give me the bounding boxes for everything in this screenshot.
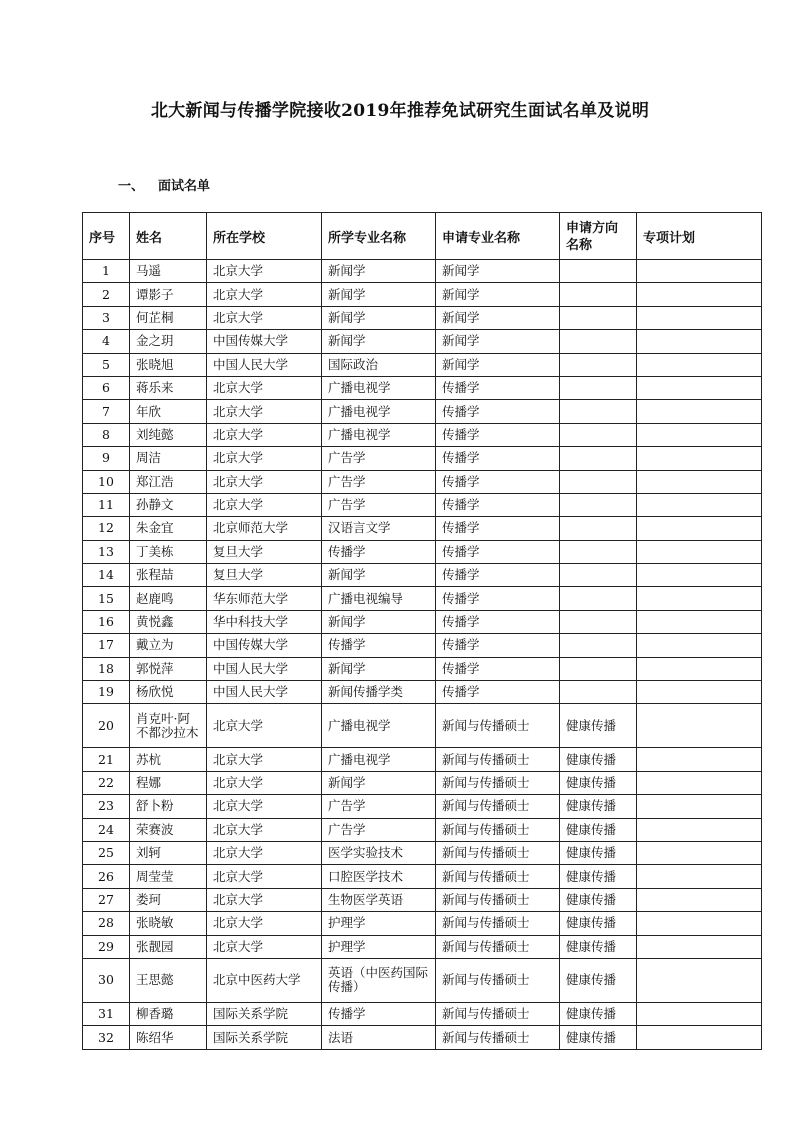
- cell-name: 朱金宜: [130, 517, 207, 540]
- cell-special-plan: [637, 795, 762, 818]
- cell-name: 杨欣悦: [130, 681, 207, 704]
- cell-seq: 21: [83, 748, 130, 771]
- table-row: [83, 818, 762, 841]
- cell-applied-major: 新闻与传播硕士: [436, 704, 560, 748]
- cell-applied-major: 新闻与传播硕士: [436, 935, 560, 958]
- cell-school: 复旦大学: [207, 540, 322, 563]
- cell-major: 法语: [322, 1026, 436, 1049]
- table-row: [83, 634, 762, 657]
- cell-applied-major: 新闻与传播硕士: [436, 888, 560, 911]
- cell-special-plan: [637, 330, 762, 353]
- cell-direction: [560, 376, 637, 399]
- cell-applied-major: 新闻与传播硕士: [436, 865, 560, 888]
- cell-seq: 24: [83, 818, 130, 841]
- cell-school: 北京大学: [207, 748, 322, 771]
- cell-applied-major: 传播学: [436, 447, 560, 470]
- cell-special-plan: [637, 634, 762, 657]
- cell-seq: 14: [83, 564, 130, 587]
- table-row: [83, 912, 762, 935]
- cell-major: 新闻学: [322, 771, 436, 794]
- cell-school: 北京大学: [207, 423, 322, 446]
- table-row: [83, 353, 762, 376]
- table-row: [83, 447, 762, 470]
- cell-school: 中国传媒大学: [207, 634, 322, 657]
- cell-special-plan: [637, 376, 762, 399]
- cell-seq: 13: [83, 540, 130, 563]
- cell-major: 国际政治: [322, 353, 436, 376]
- cell-school: 中国人民大学: [207, 353, 322, 376]
- table-row: [83, 681, 762, 704]
- cell-name: 谭影子: [130, 283, 207, 306]
- cell-applied-major: 新闻学: [436, 353, 560, 376]
- cell-seq: 23: [83, 795, 130, 818]
- cell-school: 华中科技大学: [207, 610, 322, 633]
- cell-name: 戴立为: [130, 634, 207, 657]
- table-row: [83, 330, 762, 353]
- cell-major: 广播电视学: [322, 748, 436, 771]
- cell-major: 新闻学: [322, 306, 436, 329]
- cell-applied-major: 新闻与传播硕士: [436, 1002, 560, 1025]
- cell-school: 北京大学: [207, 400, 322, 423]
- cell-special-plan: [637, 657, 762, 680]
- table-row: [83, 470, 762, 493]
- cell-seq: 32: [83, 1026, 130, 1049]
- cell-applied-major: 传播学: [436, 657, 560, 680]
- cell-major: 广告学: [322, 447, 436, 470]
- cell-name: 张晓旭: [130, 353, 207, 376]
- cell-applied-major: 传播学: [436, 634, 560, 657]
- cell-direction: [560, 306, 637, 329]
- cell-seq: 12: [83, 517, 130, 540]
- cell-special-plan: [637, 865, 762, 888]
- cell-name: 苏杭: [130, 748, 207, 771]
- cell-direction: 健康传播: [560, 912, 637, 935]
- cell-name: 蒋乐来: [130, 376, 207, 399]
- cell-seq: 8: [83, 423, 130, 446]
- cell-name: 张晓敏: [130, 912, 207, 935]
- cell-seq: 17: [83, 634, 130, 657]
- cell-seq: 5: [83, 353, 130, 376]
- cell-applied-major: 传播学: [436, 681, 560, 704]
- cell-school: 国际关系学院: [207, 1026, 322, 1049]
- cell-name: 孙静文: [130, 493, 207, 516]
- cell-special-plan: [637, 681, 762, 704]
- cell-special-plan: [637, 540, 762, 563]
- section-heading: [118, 175, 210, 194]
- cell-seq: 16: [83, 610, 130, 633]
- interview-list-table: [82, 212, 762, 1050]
- cell-major: 护理学: [322, 912, 436, 935]
- cell-applied-major: 新闻与传播硕士: [436, 958, 560, 1002]
- cell-school: 北京大学: [207, 470, 322, 493]
- cell-special-plan: [637, 748, 762, 771]
- cell-special-plan: [637, 1026, 762, 1049]
- cell-school: 国际关系学院: [207, 1002, 322, 1025]
- cell-applied-major: 传播学: [436, 517, 560, 540]
- header-applied-major: 申请专业名称: [436, 213, 560, 260]
- cell-major: 口腔医学技术: [322, 865, 436, 888]
- cell-direction: [560, 330, 637, 353]
- cell-school: 北京大学: [207, 704, 322, 748]
- cell-special-plan: [637, 841, 762, 864]
- cell-school: 北京大学: [207, 912, 322, 935]
- cell-direction: 健康传播: [560, 888, 637, 911]
- cell-special-plan: [637, 564, 762, 587]
- cell-major: 传播学: [322, 540, 436, 563]
- cell-applied-major: 新闻与传播硕士: [436, 795, 560, 818]
- cell-special-plan: [637, 353, 762, 376]
- cell-name: 丁美栋: [130, 540, 207, 563]
- table-row: [83, 1002, 762, 1025]
- cell-school: 中国人民大学: [207, 681, 322, 704]
- cell-seq: 19: [83, 681, 130, 704]
- table-row: [83, 564, 762, 587]
- table-row: [83, 260, 762, 283]
- cell-direction: [560, 260, 637, 283]
- cell-major: 新闻学: [322, 564, 436, 587]
- cell-school: 北京大学: [207, 865, 322, 888]
- cell-name: 陈绍华: [130, 1026, 207, 1049]
- cell-name: 周洁: [130, 447, 207, 470]
- page-title: 北大新闻与传播学院接收2019年推荐免试研究生面试名单及说明: [150, 101, 650, 121]
- table-row: [83, 935, 762, 958]
- cell-major: 广告学: [322, 470, 436, 493]
- cell-major: 新闻学: [322, 610, 436, 633]
- cell-school: 华东师范大学: [207, 587, 322, 610]
- cell-school: 中国人民大学: [207, 657, 322, 680]
- table-row: [83, 540, 762, 563]
- cell-applied-major: 传播学: [436, 470, 560, 493]
- cell-applied-major: 新闻与传播硕士: [436, 771, 560, 794]
- table-row: [83, 400, 762, 423]
- cell-major: 广播电视学: [322, 423, 436, 446]
- cell-seq: 9: [83, 447, 130, 470]
- cell-seq: 27: [83, 888, 130, 911]
- cell-school: 北京大学: [207, 818, 322, 841]
- cell-name: 娄珂: [130, 888, 207, 911]
- table-row: [83, 587, 762, 610]
- cell-name: 张程喆: [130, 564, 207, 587]
- cell-major: 广播电视学: [322, 376, 436, 399]
- cell-special-plan: [637, 447, 762, 470]
- cell-major: 新闻学: [322, 330, 436, 353]
- cell-major: 广告学: [322, 818, 436, 841]
- cell-applied-major: 新闻学: [436, 306, 560, 329]
- cell-special-plan: [637, 587, 762, 610]
- cell-direction: [560, 423, 637, 446]
- header-name: 姓名: [130, 213, 207, 260]
- cell-name: 程娜: [130, 771, 207, 794]
- cell-applied-major: 新闻学: [436, 330, 560, 353]
- cell-seq: 1: [83, 260, 130, 283]
- cell-direction: [560, 283, 637, 306]
- cell-special-plan: [637, 818, 762, 841]
- cell-direction: [560, 681, 637, 704]
- table-row: [83, 795, 762, 818]
- cell-school: 北京大学: [207, 795, 322, 818]
- cell-major: 新闻学: [322, 657, 436, 680]
- header-major: 所学专业名称: [322, 213, 436, 260]
- table-row: [83, 865, 762, 888]
- cell-special-plan: [637, 958, 762, 1002]
- cell-name: 柳香璐: [130, 1002, 207, 1025]
- table-row: [83, 841, 762, 864]
- cell-direction: 健康传播: [560, 841, 637, 864]
- cell-applied-major: 传播学: [436, 423, 560, 446]
- cell-major: 广告学: [322, 493, 436, 516]
- cell-direction: 健康传播: [560, 958, 637, 1002]
- cell-school: 北京大学: [207, 493, 322, 516]
- cell-direction: [560, 540, 637, 563]
- table-body: [83, 260, 762, 1050]
- cell-major: 英语（中医药国际传播）: [322, 958, 436, 1002]
- cell-special-plan: [637, 306, 762, 329]
- cell-special-plan: [637, 888, 762, 911]
- cell-direction: [560, 353, 637, 376]
- table-row: [83, 493, 762, 516]
- cell-name: 肖克叶·阿不都沙拉木: [130, 704, 207, 748]
- cell-direction: 健康传播: [560, 1026, 637, 1049]
- cell-seq: 25: [83, 841, 130, 864]
- cell-name: 金之玥: [130, 330, 207, 353]
- cell-name: 赵鹿鸣: [130, 587, 207, 610]
- cell-seq: 20: [83, 704, 130, 748]
- cell-direction: 健康传播: [560, 771, 637, 794]
- cell-seq: 4: [83, 330, 130, 353]
- table-header-row: [83, 213, 762, 260]
- cell-special-plan: [637, 423, 762, 446]
- cell-major: 传播学: [322, 1002, 436, 1025]
- cell-name: 年欣: [130, 400, 207, 423]
- cell-seq: 28: [83, 912, 130, 935]
- table-row: [83, 610, 762, 633]
- cell-major: 广播电视学: [322, 400, 436, 423]
- cell-seq: 6: [83, 376, 130, 399]
- cell-name: 舒卜粉: [130, 795, 207, 818]
- cell-direction: 健康传播: [560, 935, 637, 958]
- cell-applied-major: 传播学: [436, 587, 560, 610]
- header-seq: 序号: [83, 213, 130, 260]
- cell-name: 刘轲: [130, 841, 207, 864]
- cell-direction: [560, 610, 637, 633]
- cell-direction: [560, 587, 637, 610]
- cell-name: 黄悦鑫: [130, 610, 207, 633]
- cell-major: 新闻学: [322, 283, 436, 306]
- cell-school: 中国传媒大学: [207, 330, 322, 353]
- table-row: [83, 376, 762, 399]
- cell-name: 郑江浩: [130, 470, 207, 493]
- table-row: [83, 306, 762, 329]
- cell-school: 北京中医药大学: [207, 958, 322, 1002]
- cell-school: 北京大学: [207, 376, 322, 399]
- cell-applied-major: 新闻与传播硕士: [436, 748, 560, 771]
- cell-applied-major: 传播学: [436, 610, 560, 633]
- cell-seq: 26: [83, 865, 130, 888]
- cell-applied-major: 新闻与传播硕士: [436, 912, 560, 935]
- cell-major: 医学实验技术: [322, 841, 436, 864]
- cell-name: 王思懿: [130, 958, 207, 1002]
- cell-special-plan: [637, 283, 762, 306]
- cell-school: 北京大学: [207, 283, 322, 306]
- cell-special-plan: [637, 771, 762, 794]
- cell-seq: 10: [83, 470, 130, 493]
- cell-school: 北京大学: [207, 447, 322, 470]
- cell-direction: [560, 400, 637, 423]
- cell-name: 马遥: [130, 260, 207, 283]
- cell-seq: 29: [83, 935, 130, 958]
- cell-direction: [560, 493, 637, 516]
- cell-seq: 31: [83, 1002, 130, 1025]
- cell-school: 北京大学: [207, 841, 322, 864]
- table-row: [83, 704, 762, 748]
- cell-school: 复旦大学: [207, 564, 322, 587]
- cell-direction: 健康传播: [560, 795, 637, 818]
- cell-applied-major: 传播学: [436, 493, 560, 516]
- cell-name: 刘纯懿: [130, 423, 207, 446]
- cell-name: 何芷桐: [130, 306, 207, 329]
- header-direction: 申请方向名称: [560, 213, 637, 260]
- table-row: [83, 657, 762, 680]
- cell-name: 郭悦萍: [130, 657, 207, 680]
- cell-applied-major: 传播学: [436, 564, 560, 587]
- cell-name: 张靓园: [130, 935, 207, 958]
- cell-seq: 3: [83, 306, 130, 329]
- cell-special-plan: [637, 400, 762, 423]
- cell-direction: [560, 564, 637, 587]
- cell-special-plan: [637, 704, 762, 748]
- cell-major: 广告学: [322, 795, 436, 818]
- cell-school: 北京大学: [207, 306, 322, 329]
- cell-applied-major: 传播学: [436, 540, 560, 563]
- cell-applied-major: 传播学: [436, 400, 560, 423]
- table-row: [83, 423, 762, 446]
- cell-seq: 7: [83, 400, 130, 423]
- cell-seq: 30: [83, 958, 130, 1002]
- cell-seq: 11: [83, 493, 130, 516]
- table-row: [83, 1026, 762, 1049]
- cell-direction: [560, 634, 637, 657]
- cell-direction: [560, 657, 637, 680]
- cell-applied-major: 新闻学: [436, 283, 560, 306]
- cell-special-plan: [637, 1002, 762, 1025]
- cell-seq: 15: [83, 587, 130, 610]
- cell-major: 广播电视编导: [322, 587, 436, 610]
- cell-applied-major: 新闻与传播硕士: [436, 818, 560, 841]
- table-row: [83, 888, 762, 911]
- cell-special-plan: [637, 517, 762, 540]
- cell-special-plan: [637, 260, 762, 283]
- cell-school: 北京大学: [207, 935, 322, 958]
- cell-special-plan: [637, 610, 762, 633]
- cell-direction: [560, 470, 637, 493]
- cell-major: 新闻传播学类: [322, 681, 436, 704]
- cell-seq: 2: [83, 283, 130, 306]
- cell-special-plan: [637, 470, 762, 493]
- header-school: 所在学校: [207, 213, 322, 260]
- header-special-plan: 专项计划: [637, 213, 762, 260]
- cell-major: 生物医学英语: [322, 888, 436, 911]
- cell-applied-major: 传播学: [436, 376, 560, 399]
- cell-major: 广播电视学: [322, 704, 436, 748]
- cell-special-plan: [637, 493, 762, 516]
- table-row: [83, 748, 762, 771]
- cell-direction: 健康传播: [560, 704, 637, 748]
- cell-direction: 健康传播: [560, 1002, 637, 1025]
- table-row: [83, 771, 762, 794]
- cell-school: 北京大学: [207, 260, 322, 283]
- cell-special-plan: [637, 935, 762, 958]
- section-label: 面试名单: [158, 179, 211, 194]
- cell-major: 传播学: [322, 634, 436, 657]
- cell-applied-major: 新闻与传播硕士: [436, 1026, 560, 1049]
- cell-major: 新闻学: [322, 260, 436, 283]
- cell-direction: [560, 447, 637, 470]
- cell-school: 北京大学: [207, 771, 322, 794]
- cell-applied-major: 新闻与传播硕士: [436, 841, 560, 864]
- cell-seq: 22: [83, 771, 130, 794]
- cell-direction: 健康传播: [560, 865, 637, 888]
- cell-direction: 健康传播: [560, 818, 637, 841]
- table-row: [83, 283, 762, 306]
- cell-major: 汉语言文学: [322, 517, 436, 540]
- cell-applied-major: 新闻学: [436, 260, 560, 283]
- table-row: [83, 517, 762, 540]
- cell-school: 北京师范大学: [207, 517, 322, 540]
- cell-direction: 健康传播: [560, 748, 637, 771]
- table-row: [83, 958, 762, 1002]
- cell-major: 护理学: [322, 935, 436, 958]
- cell-school: 北京大学: [207, 888, 322, 911]
- cell-seq: 18: [83, 657, 130, 680]
- cell-special-plan: [637, 912, 762, 935]
- section-number: 一、: [118, 179, 145, 194]
- cell-name: 荣赛波: [130, 818, 207, 841]
- cell-name: 周莹莹: [130, 865, 207, 888]
- cell-direction: [560, 517, 637, 540]
